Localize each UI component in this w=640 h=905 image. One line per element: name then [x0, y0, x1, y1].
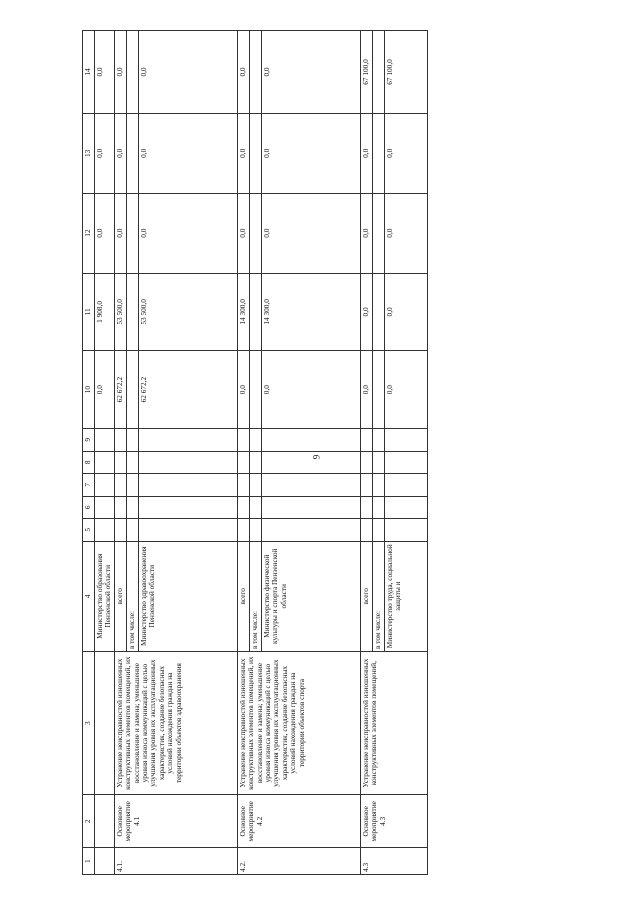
table-row	[360, 31, 372, 875]
value-cell: 0,0	[261, 193, 360, 273]
value-cell: 0,0	[360, 351, 372, 429]
value-cell: 0,0	[138, 31, 237, 114]
ministry-cell: Министерство образования Пензенской области	[95, 541, 115, 651]
value-cell: 0,0	[261, 113, 360, 193]
value-cell: 67 100,0	[360, 31, 372, 114]
value-cell: 0,0	[384, 351, 427, 429]
col-header: 2	[83, 795, 95, 848]
measure-description: Устранение неисправностей изношенных конструктивных элементов помещений, их восстановление и замена; уменьшение уровня износа коммуникаций с целью улучшения уровня их эксплуатационных характеристик, создание безопасных условий нахождения граждан на территории объектов здравоохранения	[114, 652, 237, 795]
value-cell: 0,0	[360, 273, 372, 351]
value-cell: 0,0	[261, 31, 360, 114]
including-label: в том числе:	[372, 541, 384, 651]
value-cell: 0,0	[95, 113, 115, 193]
table-row	[114, 31, 126, 875]
total-label: всего	[114, 541, 126, 651]
measure-name: Основное мероприятие 4.3	[360, 795, 427, 848]
value-cell: 53 500,0	[138, 273, 237, 351]
value-cell: 0,0	[114, 31, 126, 114]
value-cell: 0,0	[95, 193, 115, 273]
ministry-cell: Министерство физической культуры и спорта Пензенской области	[261, 541, 360, 651]
value-cell: 0,0	[237, 113, 249, 193]
value-cell: 0,0	[261, 351, 360, 429]
value-cell: 62 672,2	[114, 351, 126, 429]
value-cell: 0,0	[95, 31, 115, 114]
value-cell: 14 300,0	[237, 273, 249, 351]
measure-name: Основное мероприятие 4.2	[237, 795, 360, 848]
col-header: 9	[83, 429, 95, 452]
table-row	[95, 31, 115, 875]
including-label: в том числе:	[249, 541, 261, 651]
row-number: 4.3	[360, 848, 427, 875]
col-header: 10	[83, 351, 95, 429]
row-number: 4.2.	[237, 848, 360, 875]
value-cell: 0,0	[95, 351, 115, 429]
value-cell: 53 500,0	[114, 273, 126, 351]
col-header: 13	[83, 113, 95, 193]
value-cell: 0,0	[138, 193, 237, 273]
col-header: 4	[83, 541, 95, 651]
value-cell: 0,0	[360, 113, 372, 193]
measure-description: Устранение неисправностей изношенных конструктивных элементов помещений, их восстановление и замена; уменьшение уровня износа коммуникаций с целью улучшения уровня их эксплуатационных характеристик, создание безопасных условий нахождения граждан на территории объектов спорта	[237, 652, 360, 795]
total-label: всего	[360, 541, 372, 651]
col-header: 3	[83, 652, 95, 795]
table-row	[237, 31, 249, 875]
value-cell: 0,0	[384, 193, 427, 273]
including-label: в том числе:	[126, 541, 138, 651]
value-cell: 14 300,0	[261, 273, 360, 351]
col-header: 7	[83, 474, 95, 497]
value-cell: 0,0	[237, 31, 249, 114]
col-header: 14	[83, 31, 95, 114]
value-cell: 1 908,0	[95, 273, 115, 351]
col-header: 11	[83, 273, 95, 351]
measure-name: Основное мероприятие 4.1	[114, 795, 237, 848]
col-header: 5	[83, 519, 95, 542]
col-header: 6	[83, 496, 95, 519]
page-number: 9	[311, 454, 322, 460]
value-cell: 0,0	[114, 193, 126, 273]
measure-description: Устранение неисправностей изношенных конструктивных элементов помещений,	[360, 652, 427, 795]
header-row	[83, 31, 95, 875]
value-cell: 0,0	[384, 273, 427, 351]
col-header: 12	[83, 193, 95, 273]
program-table	[82, 30, 428, 875]
col-header: 8	[83, 451, 95, 474]
rotated-table-sheet	[82, 30, 582, 875]
row-number: 4.1.	[114, 848, 237, 875]
value-cell: 0,0	[237, 193, 249, 273]
value-cell: 67 100,0	[384, 31, 427, 114]
value-cell: 62 672,2	[138, 351, 237, 429]
value-cell: 0,0	[138, 113, 237, 193]
value-cell: 0,0	[384, 113, 427, 193]
col-header: 1	[83, 848, 95, 875]
value-cell: 0,0	[237, 351, 249, 429]
value-cell: 0,0	[360, 193, 372, 273]
value-cell: 0,0	[114, 113, 126, 193]
ministry-cell: Министерство труда, социальной защиты и	[384, 541, 427, 651]
ministry-cell: Министерство здравоохранения Пензенской области	[138, 541, 237, 651]
total-label: всего	[237, 541, 249, 651]
